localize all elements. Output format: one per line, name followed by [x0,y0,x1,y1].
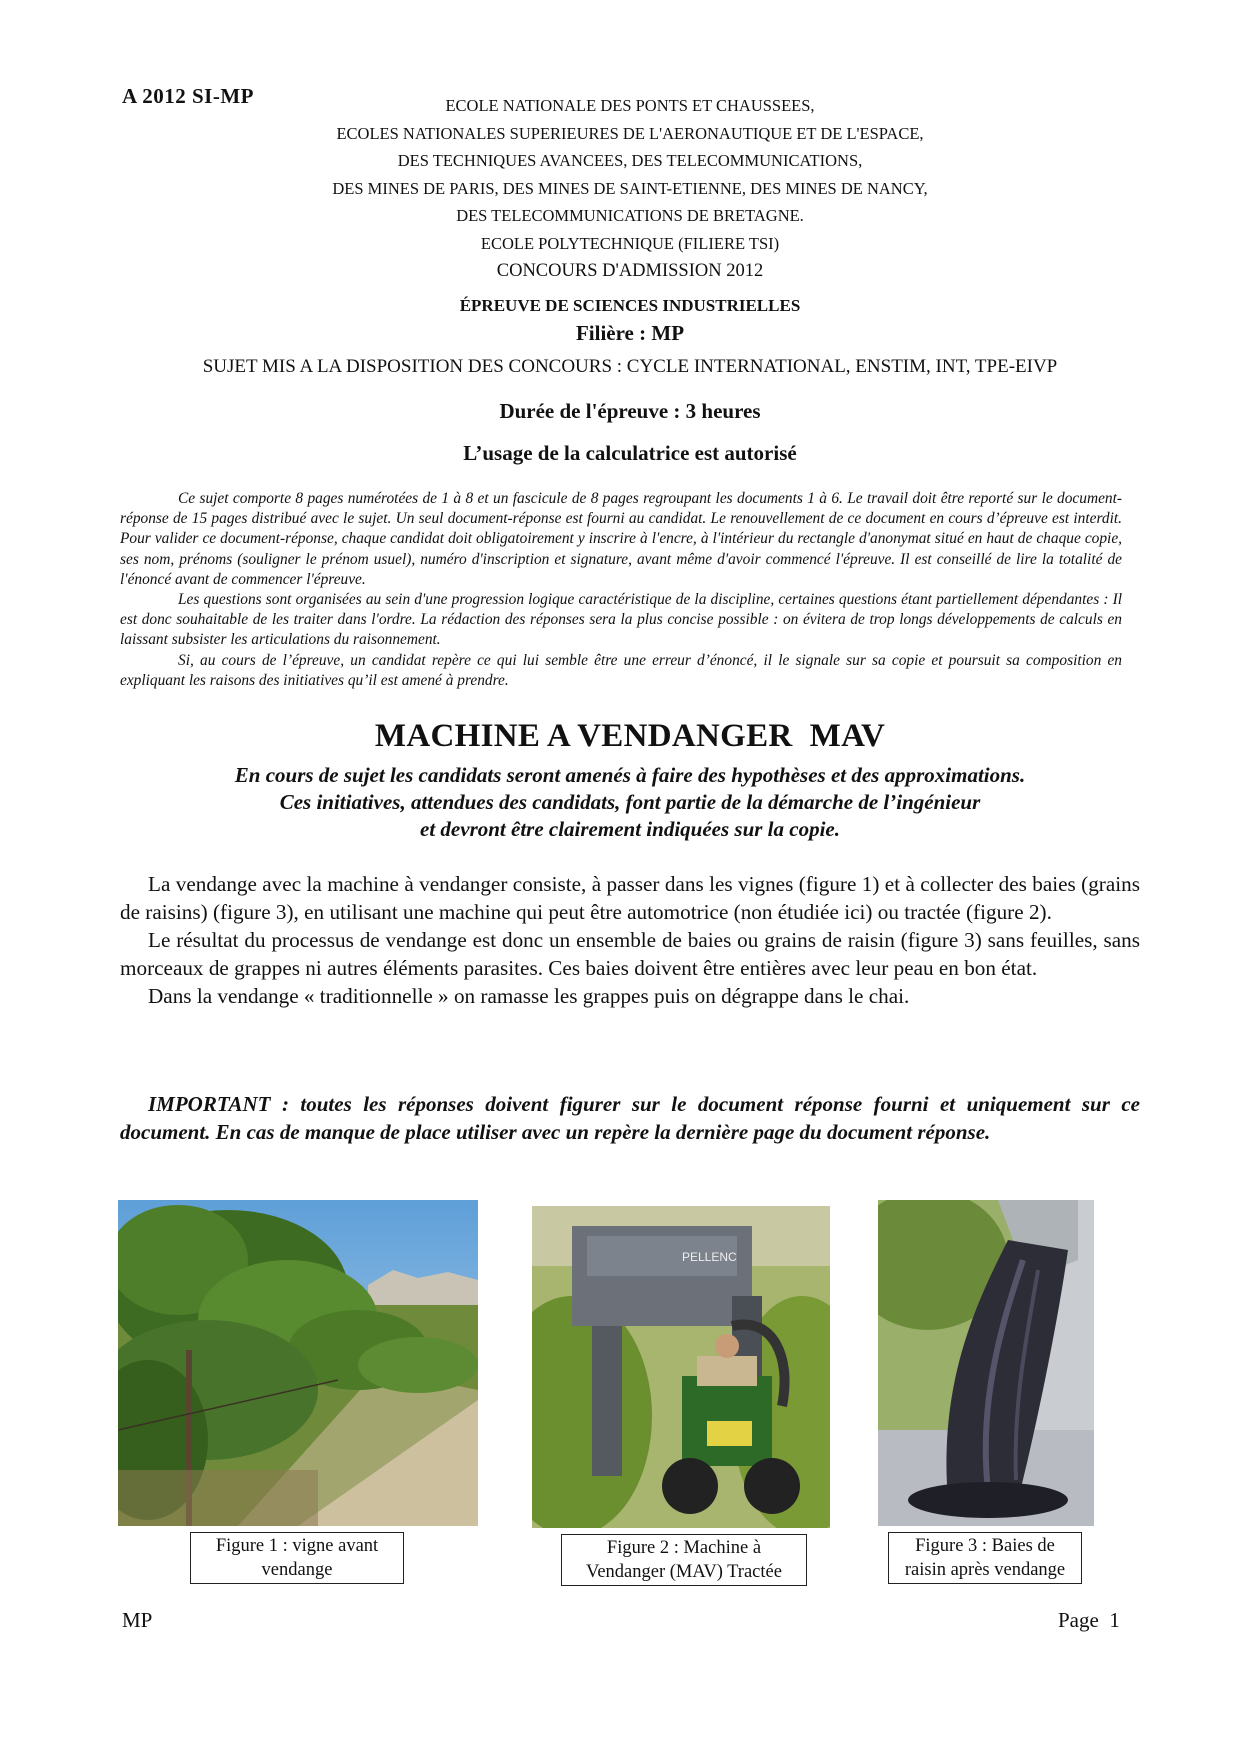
duration-line: Durée de l'épreuve : 3 heures [499,399,761,423]
instructions [120,489,1122,691]
important-notice: IMPORTANT : toutes les réponses doivent figurer sur le document réponse fourni et uniquement sur ce document. En cas de manque de place utiliser avec un repère la dernière page du document réponse. [120,1092,1140,1144]
instruction-paragraph: Ce sujet comporte 8 pages numérotées de 1 à 8 et un fascicule de 8 pages regroupant les documents 1 à 6. Le travail doit être reporté sur le document-réponse de 15 pages distribué avec le sujet. Un seul document-réponse est fourni au candidat. Le renouvellement de ce document en cours d’épreuve est interdit. Pour valider ce document-réponse, chaque candidat doit obligatoirement y inscrire à l'encre, à l'intérieur du rectangle d'anonymat situé en haut de chaque copie, ses nom, prénoms (souligner le prénom usuel), numéro d'inscription et signature, avant même d'avoir commencé l'épreuve. Il est conseillé de lire la totalité de l'énoncé avant de commencer l'épreuve. [120,490,1122,588]
sujet-line: SUJET MIS A LA DISPOSITION DES CONCOURS : CYCLE INTERNATIONAL, ENSTIM, INT, TPE-EIVP [202,356,1058,377]
figure-3-berries-photo [878,1200,1094,1526]
vineyard-image [118,1200,478,1526]
body-paragraph: Dans la vendange « traditionnelle » on ramasse les grappes puis on dégrappe dans le chai. [148,984,910,1008]
caption-line: vendange [261,1560,333,1580]
body-paragraph: La vendange avec la machine à vendanger consiste, à passer dans les vignes (figure 1) et à collecter des baies (grains de raisins) (figure 3), en utilisant une machine qui peut être automotrice (non étudiée ici) ou tractée (figure 2). [120,872,1140,924]
figure-3-caption [888,1532,1082,1584]
header-line: DES MINES DE PARIS, DES MINES DE SAINT-ETIENNE, DES MINES DE NANCY, [332,178,928,198]
figure-2-caption [561,1534,807,1586]
concours-title: CONCOURS D'ADMISSION 2012 [496,261,764,281]
tractor-image [532,1206,830,1528]
schools-header [200,92,1060,257]
caption-line: raisin après vendange [904,1560,1066,1580]
instruction-paragraph: Les questions sont organisées au sein d'une progression logique caractéristique de la discipline, certaines questions étant partiellement dépendantes : Il est donc souhaitable de les traiter dans l'ordre. La rédaction des réponses sera la plus concise possible : on évitera de trop longs développements de calculs en laissant subsister les articulations du raisonnement. [120,591,1122,649]
exam-code: A 2012 SI-MP [122,84,254,108]
caption-line: Figure 1 : vigne avant [215,1536,379,1556]
header-line: ECOLES NATIONALES SUPERIEURES DE L'AERONAUTIQUE ET DE L'ESPACE, [336,123,924,143]
header-line: DES TELECOMMUNICATIONS DE BRETAGNE. [456,206,804,225]
header-line: ECOLE NATIONALE DES PONTS ET CHAUSSEES, [445,96,815,115]
caption-line: Figure 3 : Baies de [915,1536,1055,1556]
body-paragraph: Le résultat du processus de vendange est donc un ensemble de baies ou grains de raisin (figure 3) sans feuilles, sans morceaux de grappes ni autres éléments parasites. Ces baies doivent être entières avec leur peau en bon état. [120,928,1140,980]
main-title: MACHINE A VENDANGER MAV [374,718,886,754]
berries-image [878,1200,1094,1526]
caption-line: Vendanger (MAV) Tractée [586,1562,782,1582]
figure-1-vineyard-photo [118,1200,478,1526]
epreuve-title: ÉPREUVE DE SCIENCES INDUSTRIELLES [459,296,801,315]
caption-line: Figure 2 : Machine à [606,1538,762,1558]
filiere-label: Filière : MP [575,321,685,345]
footer-section: MP [122,1608,153,1632]
page-number: Page 1 [1058,1608,1120,1632]
subtitle-line: Ces initiatives, attendues des candidats, font partie de la démarche de l’ingénieur [279,790,981,814]
instruction-paragraph: Si, au cours de l’épreuve, un candidat repère ce qui lui semble être une erreur d’énoncé, il le signale sur sa copie et poursuit sa composition en expliquant les raisons des initiatives qu’il est amené à prendre. [120,651,1122,689]
figure-1-caption [190,1532,404,1584]
body-text [120,870,1140,1010]
subtitle-line: En cours de sujet les candidats seront amenés à faire des hypothèses et des approximations. [234,763,1026,787]
header-line: DES TECHNIQUES AVANCEES, DES TELECOMMUNICATIONS, [397,151,863,170]
figure-2-tractor-photo [532,1206,830,1528]
subtitle [120,762,1140,843]
tractor-brand-text: PELLENC [682,1250,737,1264]
header-line: ECOLE POLYTECHNIQUE (FILIERE TSI) [480,233,780,253]
subtitle-line: et devront être clairement indiquées sur la copie. [420,817,840,841]
calculator-line: L’usage de la calculatrice est autorisé [463,441,797,465]
